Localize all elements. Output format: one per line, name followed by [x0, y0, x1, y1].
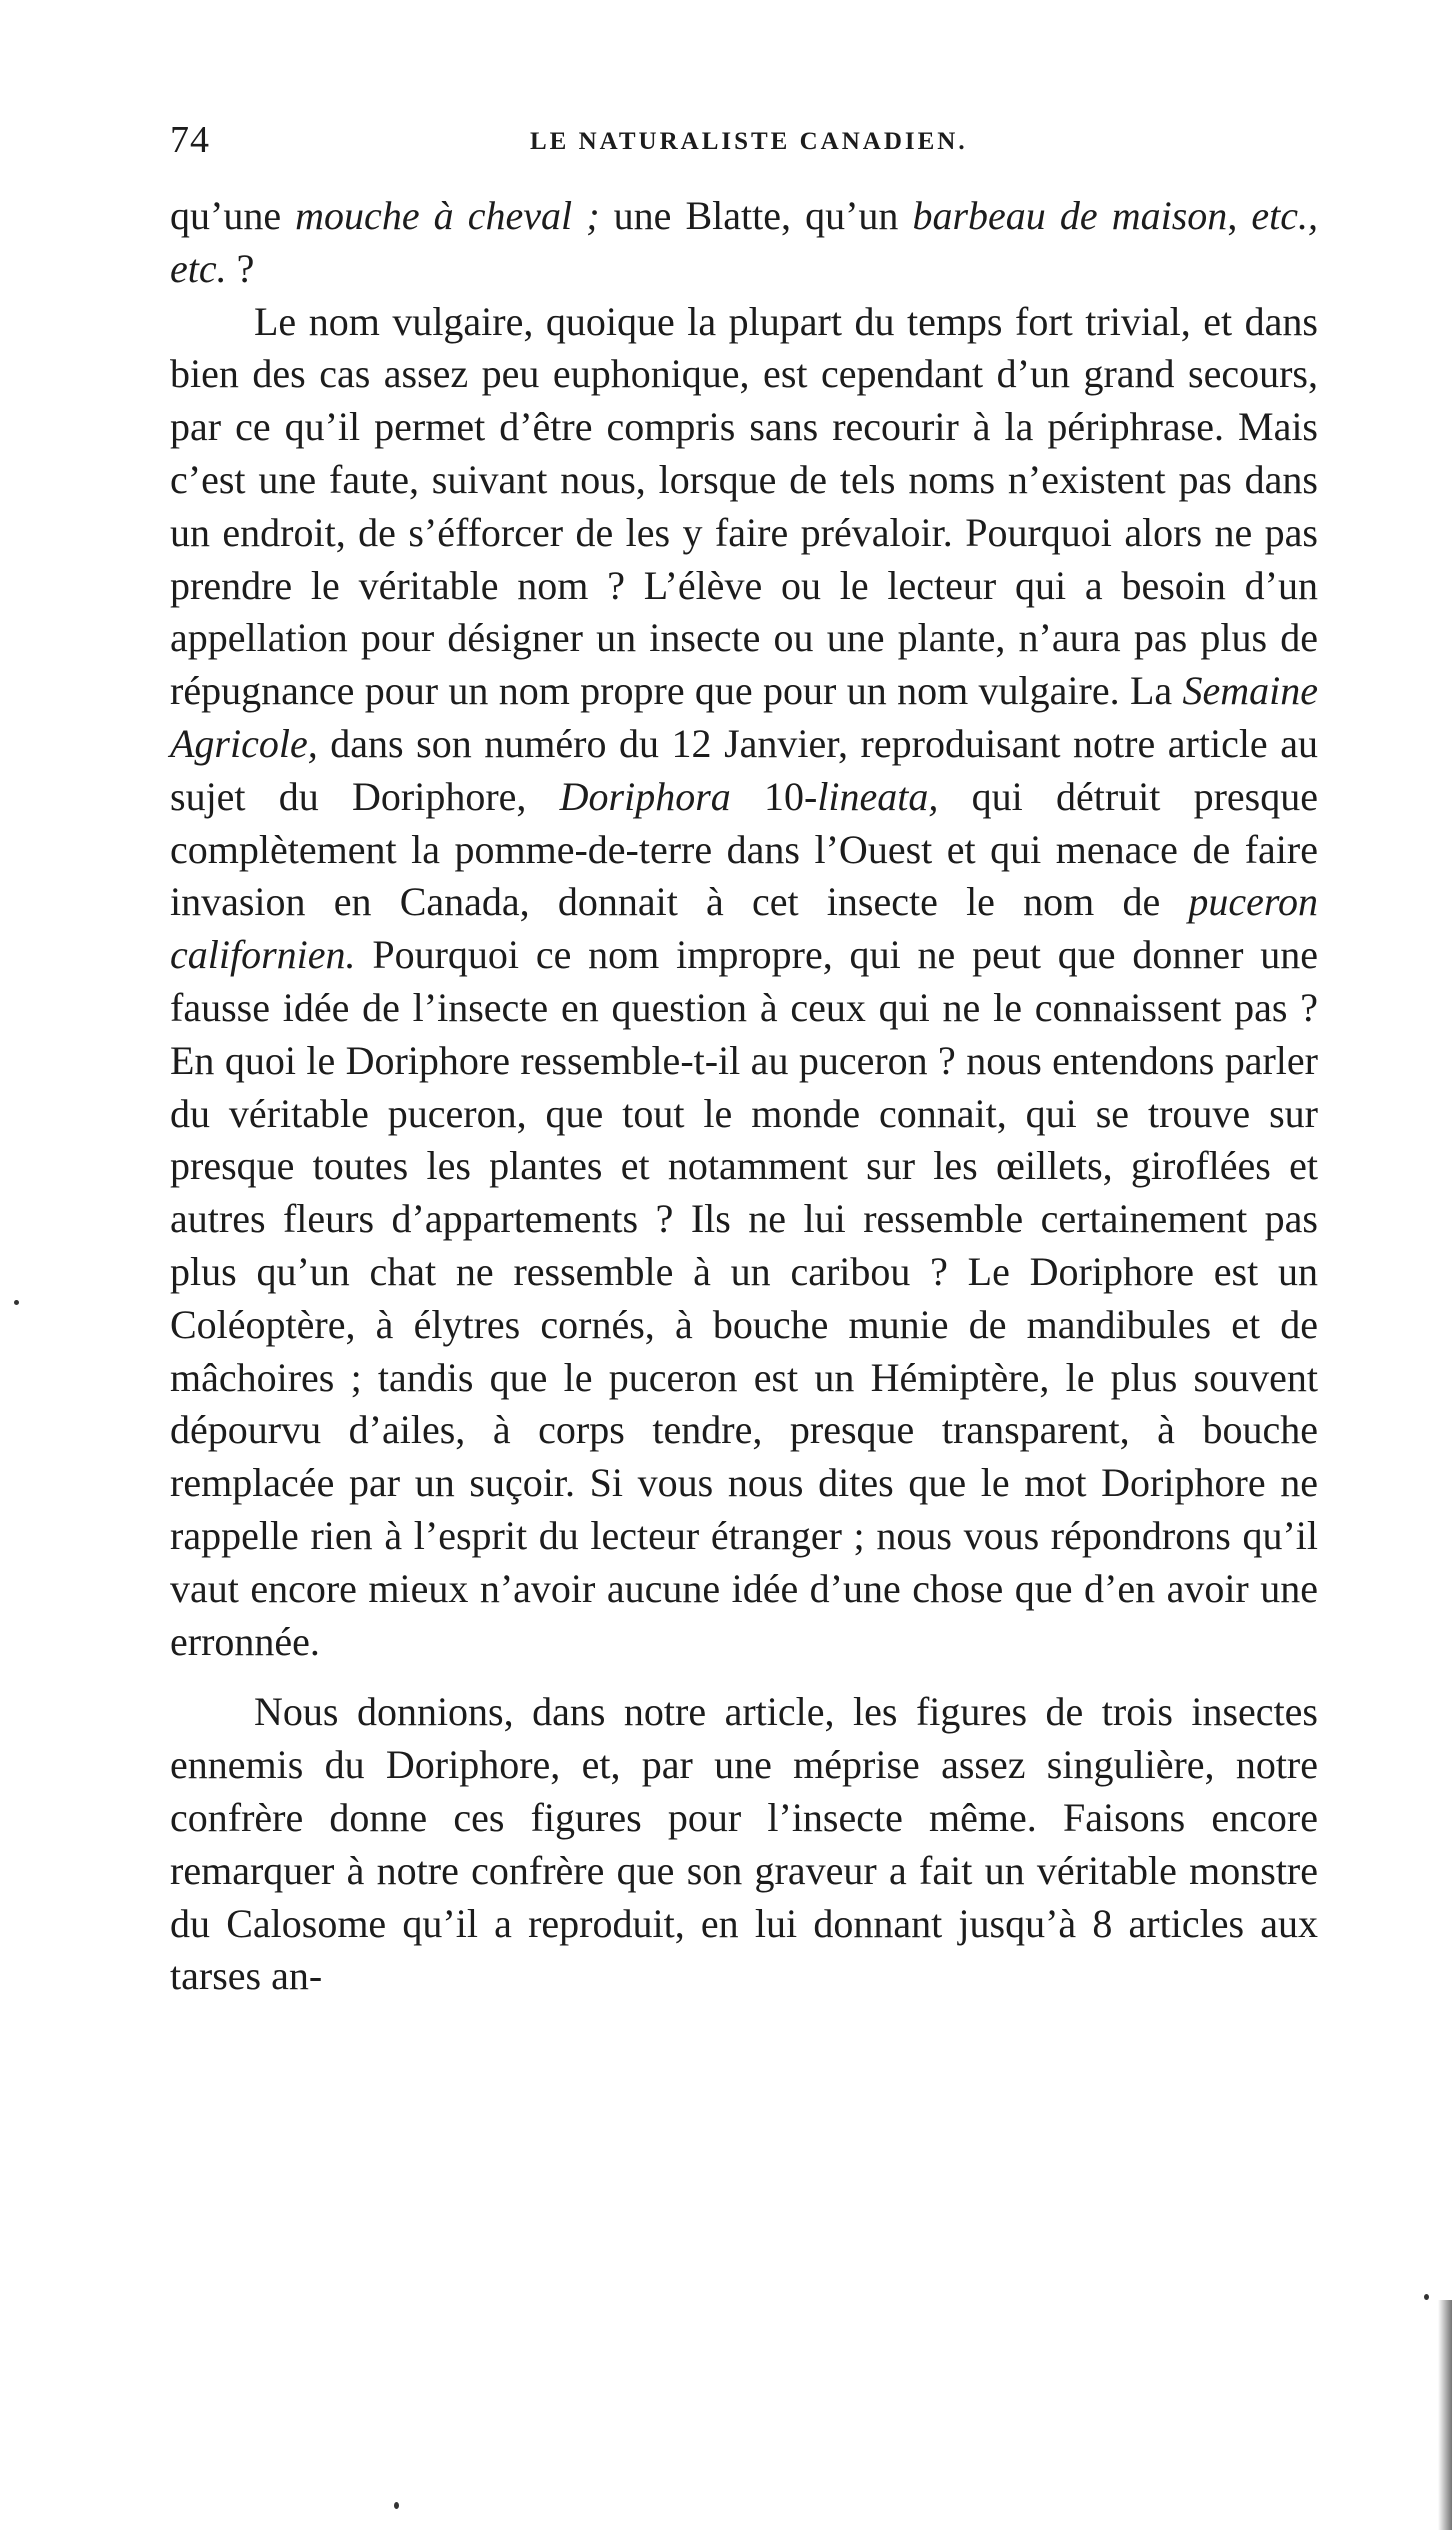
text-run: Nous donnions, dans notre article, les figures de trois insectes ennemis du Doriphore, et, par une méprise assez singulière, notre confrère donne ces figures pour l’insecte même. Faisons encore remarquer à notre confrère que son graveur a fait un véritable monstre du Calosome qu’il a reproduit, en lui donnant jusqu’à 8 articles aux tarses an- — [170, 1689, 1318, 1999]
text-run: 10- — [730, 773, 818, 819]
ink-speck — [1424, 2294, 1429, 2300]
paragraph-figures — [170, 1686, 1318, 2003]
text-run: Pourquoi ce nom impropre, qui ne peut que donner une fausse idée de l’insecte en question à ceux qui ne le connaissent pas ? En quoi le Doriphore ressemble-t-il au puceron ? nous entendons parler du véritable puceron, que tout le monde connait, qui se trouve sur presque toutes les plantes et notamment sur les œillets, giroflées et autres fleurs d’appartements ? Ils ne lui ressemble certainement pas plus qu’un chat ne ressemble à un caribou ? Le Doriphore est un Coléoptère, à élytres cornés, à bouche munie de mandibules et de mâchoires ; tandis que le puceron est un Hémiptère, le plus souvent dépourvu d’ailes, à corps tendre, presque transparent, à bouche remplacée par un suçoir. Si vous nous dites que le mot Doriphore ne rappelle rien à l’esprit du lecteur étranger ; nous vous répondrons qu’il vaut encore mieux n’avoir aucune idée d’une chose que d’en avoir une erronnée. — [170, 932, 1318, 1664]
ink-speck — [394, 2502, 399, 2509]
page-header — [170, 118, 1320, 162]
text-run: ? — [226, 245, 255, 291]
paragraph-continuation — [170, 190, 1318, 296]
italic-text: puceron californien. — [170, 879, 1318, 978]
text-run: qui détruit presque complètement la pomme-de-terre dans l’Ouest et qui menace de faire invasion en Canada, donnait à cet insecte le nom de — [170, 773, 1318, 925]
page-edge-shadow — [1438, 2300, 1452, 2530]
text-run: qu’une — [170, 193, 296, 238]
italic-text: etc., etc. — [170, 193, 1319, 291]
page-number: 74 — [170, 119, 210, 161]
paragraph-common-names — [170, 296, 1318, 1669]
body-text — [170, 190, 1318, 2003]
text-run: , — [1227, 193, 1252, 238]
ink-speck — [14, 1300, 19, 1305]
text-run: Le nom vulgaire, quoique la plupart du temps fort trivial, et dans bien des cas assez peu euphonique, est cependant d’un grand secours, par ce qu’il permet d’être compris sans recourir à la périphrase. Mais c’est une faute, suivant nous, lorsque de tels noms n’existent pas dans un endroit, de s’éfforcer de les y faire prévaloir. Pourquoi alors ne pas prendre le véritable nom ? L’élève ou le lecteur qui a besoin d’un appellation pour désigner un insecte ou une plante, n’aura pas plus de répugnance pour un nom propre que pour un nom vulgaire. La — [170, 298, 1318, 714]
text-run: dans son numéro du 12 Janvier, reproduisant notre article au sujet du Doriphore, — [170, 720, 1318, 819]
italic-text: barbeau de maison — [912, 193, 1228, 238]
text-run: une Blatte, qu’un — [599, 193, 913, 238]
italic-text: Semaine Agricole, — [170, 668, 1318, 766]
running-title: LE NATURALISTE CANADIEN. — [530, 128, 968, 155]
italic-text: lineata, — [817, 773, 939, 819]
italic-text: mouche à cheval ; — [295, 193, 600, 238]
italic-text: Doriphora — [559, 773, 731, 819]
